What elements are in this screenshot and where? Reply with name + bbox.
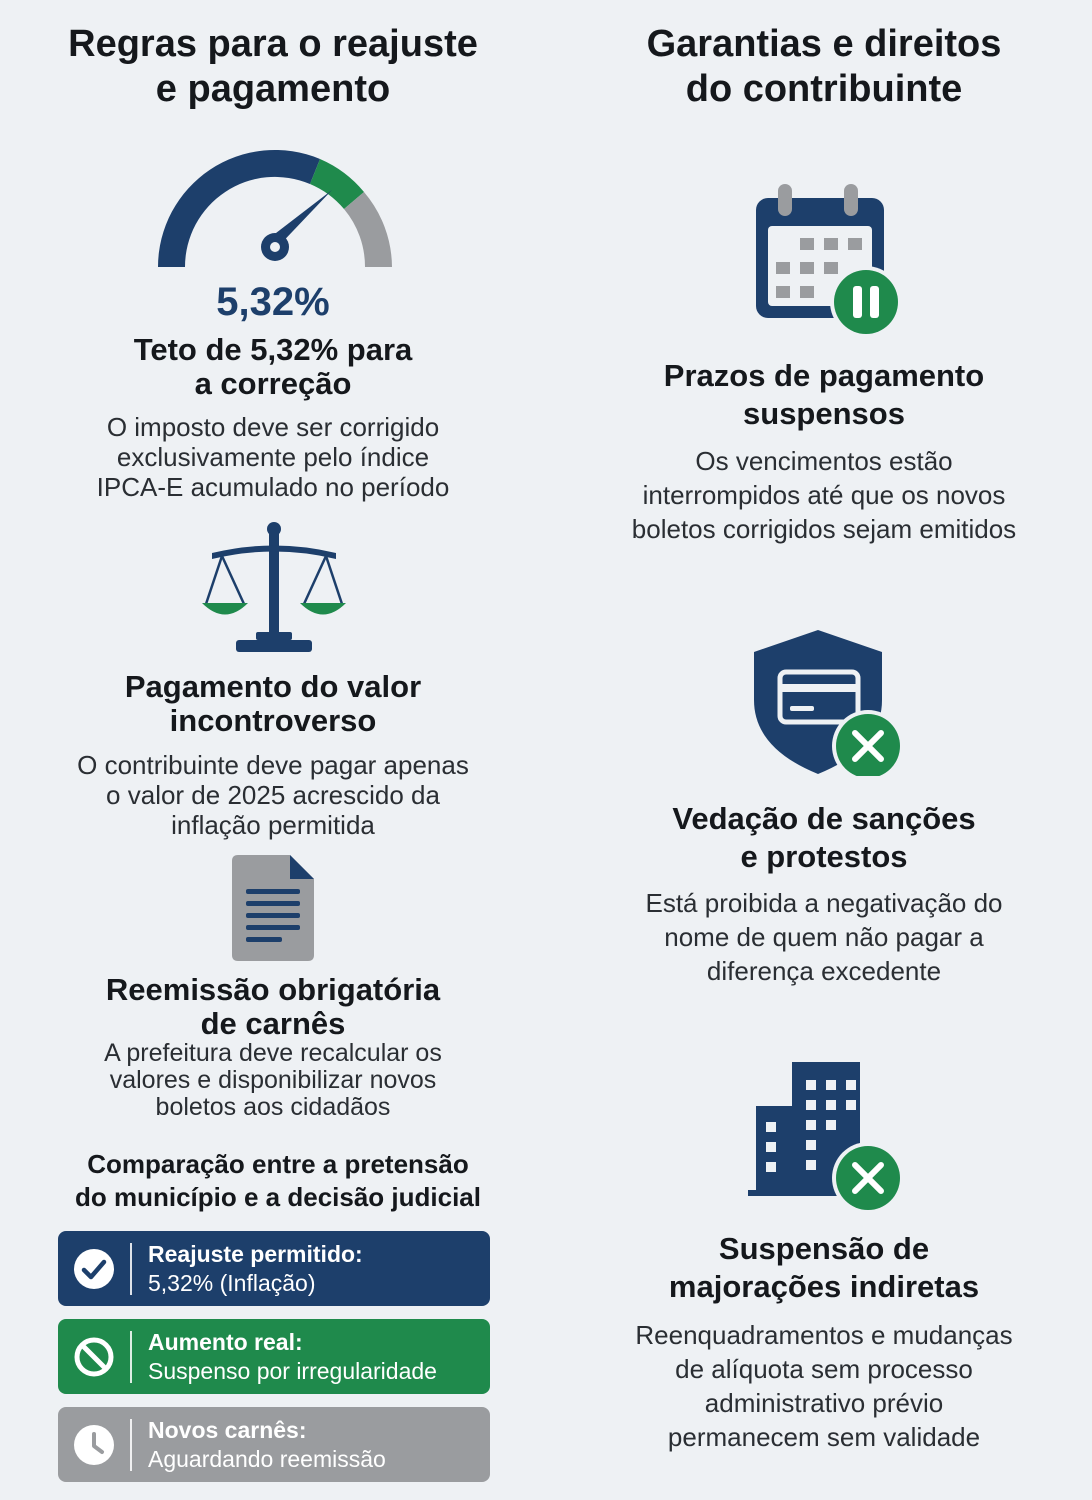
right-column-title: Garantias e direitos do contribuinte: [646, 23, 1002, 110]
gauge-icon: [150, 140, 400, 275]
status-value-carnes: Aguardando reemissão: [148, 1445, 386, 1472]
status-label-aumento: Aumento real:: [148, 1328, 303, 1355]
prohibited-icon: [73, 1336, 115, 1378]
status-value-reajuste: 5,32% (Inflação): [148, 1269, 316, 1296]
left-column-title: Regras para o reajuste e pagamento: [68, 23, 478, 110]
status-label-carnes: Novos carnês:: [148, 1416, 307, 1443]
gauge-value: 5,32%: [216, 280, 330, 324]
calendar-pause-icon: [752, 182, 904, 338]
item-title-teto: Teto de 5,32% para a correção: [133, 332, 413, 401]
item-desc-reemissao: A prefeitura deve recalcular os valores e disponibilizar novos boletos aos cidadãos: [104, 1039, 442, 1121]
item-desc-incontroverso: O contribuinte deve pagar apenas o valor de 2025 acrescido da inflação permitida: [77, 750, 469, 840]
item-title-prazos: Prazos de pagamento suspensos: [663, 358, 985, 431]
status-row-carnes: [58, 1407, 490, 1482]
item-desc-prazos: Os vencimentos estão interrompidos até que os novos boletos corrigidos sejam emitidos: [631, 446, 1017, 544]
comparison-title: Comparação entre a pretensão do município e a decisão judicial: [75, 1149, 481, 1212]
status-row-aumento: [58, 1319, 490, 1394]
item-title-reemissao: Reemissão obrigatória de carnês: [105, 972, 441, 1041]
item-desc-teto: O imposto deve ser corrigido exclusivamente pelo índice IPCA-E acumulado no período: [96, 412, 450, 502]
item-title-incontroverso: Pagamento do valor incontroverso: [124, 669, 422, 738]
item-title-vedacao: Vedação de sanções e protestos: [672, 801, 976, 874]
shield-card-x-icon: [752, 628, 904, 776]
item-desc-vedacao: Está proibida a negativação do nome de quem não pagar a diferença excedente: [645, 888, 1003, 986]
status-value-aumento: Suspenso por irregularidade: [148, 1357, 437, 1384]
check-icon: [73, 1248, 115, 1290]
document-icon: [232, 855, 316, 961]
scales-icon: [200, 520, 348, 655]
item-desc-suspensao: Reenquadramentos e mudanças de alíquota sem processo administrativo prévio permanecem sem validade: [635, 1320, 1013, 1452]
status-label-reajuste: Reajuste permitido:: [148, 1240, 363, 1267]
clock-icon: [73, 1424, 115, 1466]
building-x-icon: [748, 1060, 904, 1212]
status-row-reajuste: [58, 1231, 490, 1306]
item-title-suspensao: Suspensão de majorações indiretas: [668, 1231, 980, 1304]
